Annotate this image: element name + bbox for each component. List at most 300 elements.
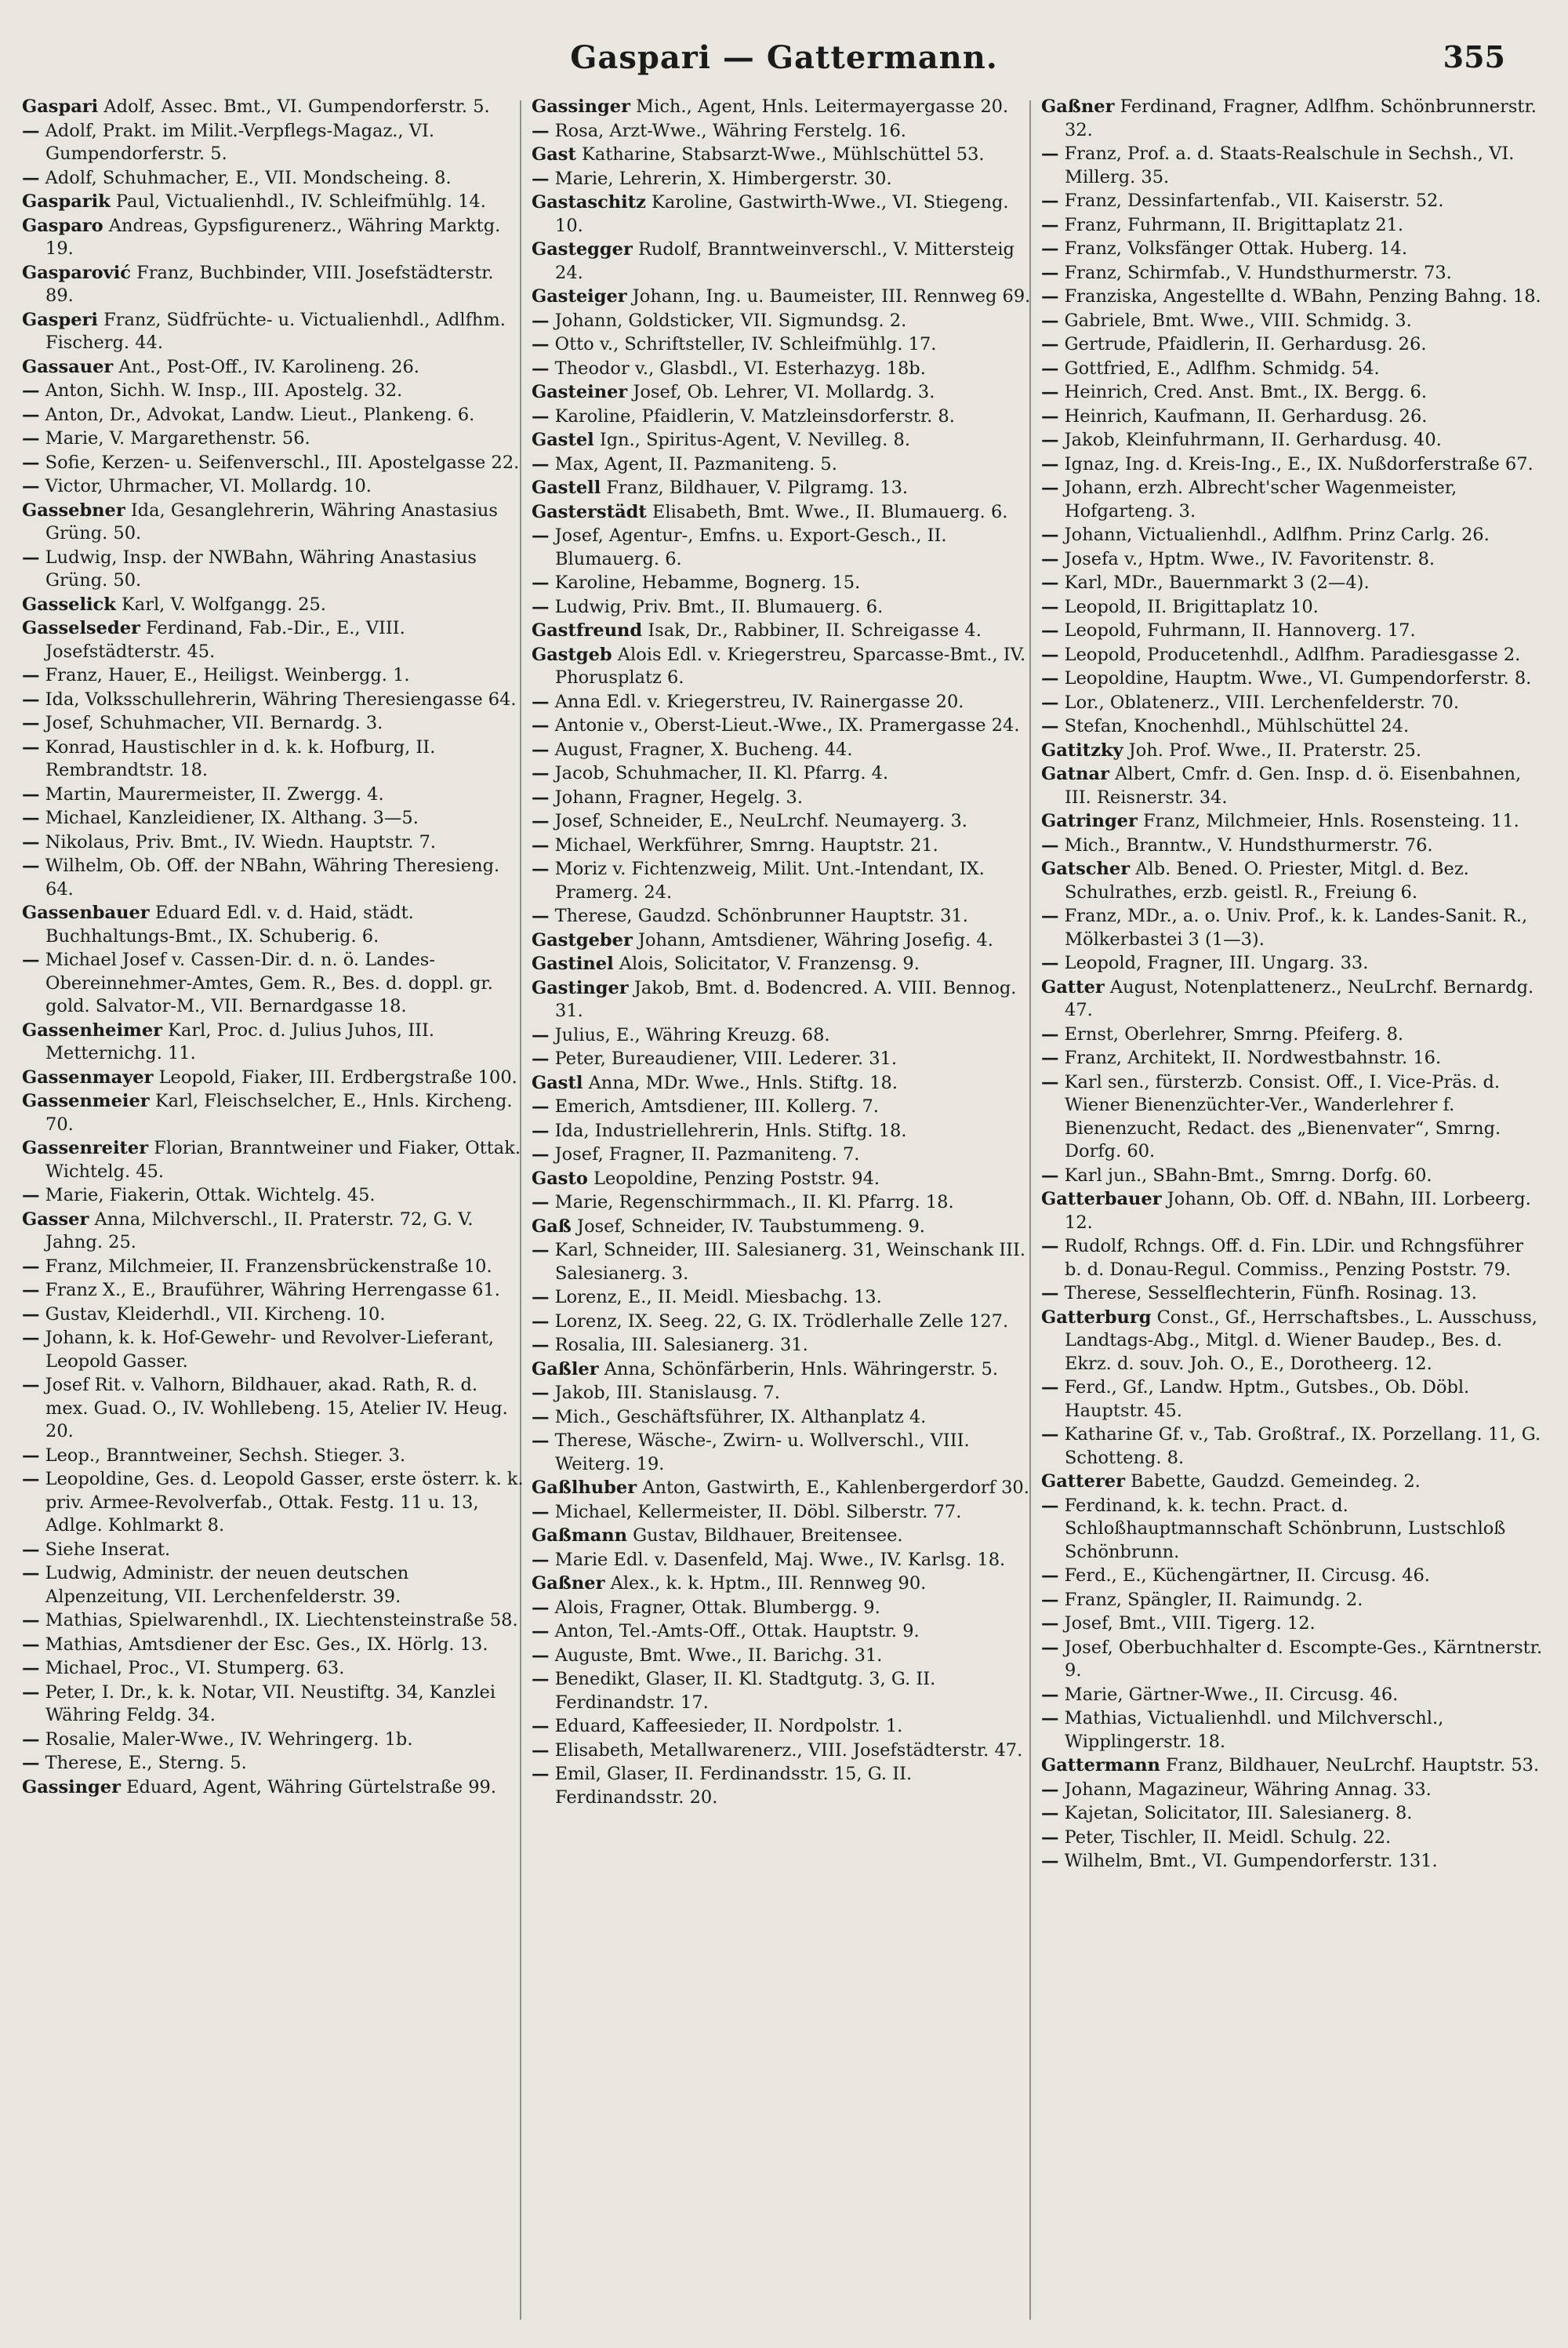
entry-text: Franz, Architekt, II. Nordwestbahnstr. 16. xyxy=(1064,1048,1442,1068)
entry-text: Ida, Volksschullehrerin, Währing Theresiengasse 64. xyxy=(45,689,517,710)
entry-text: Peter, Bureaudiener, VIII. Lederer. 31. xyxy=(554,1049,897,1069)
entry-surname: — xyxy=(1041,906,1059,926)
entry-text: Lor., Oblatenerz., VIII. Lerchenfelderstr. 70. xyxy=(1064,692,1459,713)
directory-entry xyxy=(532,620,1033,643)
entry-surname: — xyxy=(22,665,40,685)
directory-entry xyxy=(532,1143,1033,1167)
entry-text: Karl, Proc. d. Julius Juhos, III. Metternichg. 11. xyxy=(45,1020,435,1063)
directory-entry xyxy=(532,644,1033,690)
entry-surname: Gaßmann xyxy=(532,1525,627,1546)
directory-entry xyxy=(532,1239,1033,1285)
entry-surname: Gastfreund xyxy=(532,620,643,641)
entry-text: Benedikt, Glaser, II. Kl. Stadtgutg. 3, G. II. Ferdinandstr. 17. xyxy=(554,1669,936,1713)
directory-entry xyxy=(1041,190,1543,213)
directory-entry xyxy=(1041,644,1543,667)
entry-surname: — xyxy=(22,452,40,473)
entry-surname: — xyxy=(532,453,550,474)
entry-text: Rudolf, Rchngs. Off. d. Fin. LDir. und Rchngsführer b. d. Donau-Regul. Commiss., Penzing Poststr. 79. xyxy=(1064,1236,1523,1280)
entry-text: Karl sen., fürsterzb. Consist. Off., I. Vice-Präs. d. Wiener Bienenzüchter-Ver., Wanderlehrer f. Bienenzucht, Redact. des „Bienenvater“, Smrng. Dorfg. 60. xyxy=(1064,1071,1501,1161)
entry-text: Jakob, Bmt. d. Bodencred. A. VIII. Bennog. 31. xyxy=(555,977,1017,1021)
entry-text: Karoline, Gastwirth-Wwe., VI. Stiegeng. 10. xyxy=(555,192,1009,236)
entry-text: Heinrich, Kaufmann, II. Gerhardusg. 26. xyxy=(1064,405,1428,427)
entry-text: Franz, Volksfänger Ottak. Huberg. 14. xyxy=(1064,238,1408,259)
directory-entry xyxy=(532,1382,1033,1405)
directory-entry xyxy=(532,787,1033,810)
directory-entry xyxy=(22,1374,524,1444)
entry-text: Gabriele, Bmt. Wwe., VIII. Schmidg. 3. xyxy=(1064,310,1412,331)
entry-text: Therese, Sesselflechterin, Fünfh. Rosinag. 13. xyxy=(1064,1283,1477,1303)
entry-text: Rosalia, III. Salesianerg. 31. xyxy=(554,1335,808,1355)
entry-text: Elisabeth, Bmt. Wwe., II. Blumauerg. 6. xyxy=(652,501,1008,522)
entry-text: Julius, E., Währing Kreuzg. 68. xyxy=(554,1024,830,1045)
entry-text: Anna, Schönfärberin, Hnls. Währingerstr. 5. xyxy=(604,1358,999,1379)
directory-entry xyxy=(1041,952,1543,976)
entry-text: Ign., Spiritus-Agent, V. Nevilleg. 8. xyxy=(599,430,910,450)
directory-entry xyxy=(1041,905,1543,951)
directory-entry xyxy=(22,594,524,617)
directory-entry xyxy=(532,1216,1033,1239)
entry-surname: — xyxy=(1041,1424,1059,1445)
entry-surname: — xyxy=(22,120,40,141)
directory-entry xyxy=(22,1256,524,1279)
entry-surname: — xyxy=(1041,262,1059,283)
directory-entry xyxy=(532,1645,1033,1668)
entry-text: Jakob, Kleinfuhrmann, II. Gerhardusg. 40. xyxy=(1064,430,1442,450)
page-number: 355 xyxy=(1443,39,1505,75)
directory-entry xyxy=(1041,1707,1543,1754)
entry-surname: — xyxy=(1041,596,1059,617)
directory-entry xyxy=(1041,477,1543,523)
entry-surname: Gassebner xyxy=(22,500,125,521)
entry-text: Marie Edl. v. Dasenfeld, Maj. Wwe., IV. Karlsg. 18. xyxy=(554,1549,1006,1570)
entry-text: Ferdinand, Fragner, Adlfhm. Schönbrunnerstr. 32. xyxy=(1065,96,1537,140)
entry-text: Josef, Schneider, IV. Taubstummeng. 9. xyxy=(577,1216,925,1237)
directory-entry xyxy=(1041,238,1543,261)
entry-surname: Gasparović xyxy=(22,262,131,283)
entry-surname: Gattermann xyxy=(1041,1755,1160,1776)
directory-entry xyxy=(1041,1376,1543,1423)
entry-surname: Gast xyxy=(532,144,576,165)
directory-entry xyxy=(1041,214,1543,238)
entry-surname: — xyxy=(22,476,40,496)
directory-entry xyxy=(532,810,1033,834)
directory-entry xyxy=(22,191,524,214)
directory-entry xyxy=(1041,524,1543,547)
entry-surname: — xyxy=(22,950,40,970)
directory-entry xyxy=(1041,1612,1543,1636)
directory-entry xyxy=(22,1681,524,1728)
directory-entry xyxy=(22,902,524,948)
entry-surname: — xyxy=(1041,716,1059,736)
directory-entry xyxy=(532,1430,1033,1476)
directory-entry xyxy=(22,427,524,451)
entry-text: Auguste, Bmt. Wwe., II. Barichg. 31. xyxy=(554,1645,883,1666)
directory-entry xyxy=(532,1597,1033,1620)
entry-surname: — xyxy=(1041,692,1059,713)
entry-surname: — xyxy=(1041,1565,1059,1586)
entry-surname: — xyxy=(22,713,40,733)
entry-text: Moriz v. Fichtenzweig, Milit. Unt.-Intendant, IX. Pramerg. 24. xyxy=(554,859,985,903)
directory-entry xyxy=(22,215,524,261)
entry-text: Alois, Fragner, Ottak. Blumbergg. 9. xyxy=(554,1597,880,1618)
entry-surname: — xyxy=(532,811,550,831)
entry-text: Jacob, Schuhmacher, II. Kl. Pfarrg. 4. xyxy=(554,763,889,783)
entry-text: Ludwig, Priv. Bmt., II. Blumauerg. 6. xyxy=(554,596,884,617)
entry-surname: Gasterstädt xyxy=(532,501,647,522)
directory-entry xyxy=(1041,310,1543,333)
directory-entry xyxy=(532,1048,1033,1071)
entry-text: Ferdinand, k. k. techn. Pract. d. Schloßhauptmannschaft Schönbrunn, Lustschloß Schönbrunn. xyxy=(1064,1495,1506,1562)
entry-surname: — xyxy=(532,168,550,189)
entry-surname: — xyxy=(22,831,40,852)
directory-entry xyxy=(1041,1423,1543,1470)
entry-text: Adolf, Prakt. im Milit.-Verpflegs-Magaz., VI. Gumpendorferstr. 5. xyxy=(45,120,435,164)
entry-text: Ignaz, Ing. d. Kreis-Ing., E., IX. Nußdorferstraße 67. xyxy=(1064,453,1534,474)
entry-surname: — xyxy=(532,1739,550,1761)
entry-text: Michael, Werkführer, Smrng. Hauptstr. 21. xyxy=(554,834,938,856)
directory-entry xyxy=(1041,1684,1543,1707)
entry-text: Alois, Solicitator, V. Franzensg. 9. xyxy=(619,954,920,974)
entry-surname: — xyxy=(532,1501,550,1522)
entry-surname: — xyxy=(532,834,550,856)
entry-surname: — xyxy=(532,787,550,808)
entry-surname: Gastinger xyxy=(532,977,629,998)
entry-text: Franziska, Angestellte d. WBahn, Penzing Bahng. 18. xyxy=(1064,286,1541,307)
entry-text: Nikolaus, Priv. Bmt., IV. Wiedn. Hauptstr. 7. xyxy=(45,831,437,852)
entry-text: Franz, Bildhauer, NeuLrchf. Hauptstr. 53. xyxy=(1166,1755,1540,1776)
entry-text: Peter, Tischler, II. Meidl. Schulg. 22. xyxy=(1064,1826,1392,1848)
entry-text: Josef, Oberbuchhalter d. Escompte-Ges., Kärntnerstr. 9. xyxy=(1064,1637,1543,1681)
entry-surname: — xyxy=(1041,572,1059,593)
directory-entry xyxy=(1041,1495,1543,1565)
entry-text: Franz, MDr., a. o. Univ. Prof., k. k. Landes-Sanit. R., Mölkerbastei 3 (1—3). xyxy=(1064,906,1528,950)
entry-text: Kajetan, Solicitator, III. Salesianerg. 8. xyxy=(1064,1803,1413,1823)
entry-surname: — xyxy=(532,120,550,141)
entry-surname: Gassauer xyxy=(22,356,114,377)
directory-entry xyxy=(22,547,524,593)
entry-surname: — xyxy=(1041,620,1059,641)
directory-entry xyxy=(532,525,1033,571)
entry-surname: Gaßner xyxy=(1041,96,1115,117)
entry-text: Martin, Maurermeister, II. Zwergg. 4. xyxy=(45,783,384,805)
entry-surname: — xyxy=(532,1383,550,1403)
directory-entry xyxy=(1041,405,1543,429)
entry-surname: — xyxy=(22,1728,40,1750)
directory-entry xyxy=(22,1090,524,1136)
directory-entry xyxy=(532,477,1033,500)
entry-surname: — xyxy=(532,358,550,379)
entry-text: Johann, erzh. Albrecht'scher Wagenmeister, Hofgarteng. 3. xyxy=(1064,478,1457,522)
entry-surname: Gastaschitz xyxy=(532,192,646,213)
entry-text: Elisabeth, Metallwarenerz., VIII. Josefstädterstr. 47. xyxy=(554,1739,1023,1761)
entry-text: Josef, Fragner, II. Pazmaniteng. 7. xyxy=(554,1144,860,1165)
entry-text: Johann, Amtsdiener, Währing Josefig. 4. xyxy=(637,929,993,950)
directory-entry xyxy=(1041,1235,1543,1281)
entry-text: Anton, Gastwirth, E., Kahlenbergerdorf 30. xyxy=(642,1477,1029,1498)
entry-surname: — xyxy=(22,856,40,876)
entry-surname: — xyxy=(532,739,550,760)
entry-text: Gertrude, Pfaidlerin, II. Gerhardusg. 26. xyxy=(1064,334,1427,354)
entry-text: Marie, Fiakerin, Ottak. Wichtelg. 45. xyxy=(45,1185,376,1205)
entry-surname: Gassenheimer xyxy=(22,1020,163,1041)
entry-surname: — xyxy=(532,715,550,736)
directory-entry xyxy=(1041,1850,1543,1874)
directory-entry xyxy=(22,1303,524,1327)
directory-entry xyxy=(22,1562,524,1608)
entry-text: Leopold, Fragner, III. Ungarg. 33. xyxy=(1064,953,1369,973)
entry-text: Leopold, Producetenhdl., Adlfhm. Paradiesgasse 2. xyxy=(1064,644,1521,665)
directory-entry xyxy=(1041,1565,1543,1588)
entry-text: Johann, Victualienhdl., Adlfhm. Prinz Carlg. 26. xyxy=(1064,525,1490,545)
entry-surname: — xyxy=(532,1096,550,1117)
directory-entry xyxy=(532,572,1033,595)
directory-entry xyxy=(1041,1188,1543,1234)
entry-text: Lorenz, E., II. Meidl. Miesbachg. 13. xyxy=(554,1287,882,1307)
entry-surname: Gasto xyxy=(532,1168,588,1189)
entry-text: Rosa, Arzt-Wwe., Währing Ferstelg. 16. xyxy=(554,120,906,141)
entry-text: Johann, Ing. u. Baumeister, III. Rennweg 69. xyxy=(632,286,1031,307)
directory-entry xyxy=(22,475,524,499)
directory-entry xyxy=(1041,1165,1543,1188)
entry-text: Emerich, Amtsdiener, III. Kollerg. 7. xyxy=(554,1096,879,1117)
entry-text: Josef, Schuhmacher, VII. Bernardg. 3. xyxy=(45,713,383,733)
directory-entry xyxy=(1041,810,1543,834)
directory-entry xyxy=(22,1209,524,1255)
directory-entry xyxy=(1041,1589,1543,1612)
directory-entry xyxy=(532,358,1033,381)
directory-entry xyxy=(22,1067,524,1090)
entry-surname: Gasselseder xyxy=(22,618,140,638)
directory-entry xyxy=(1041,976,1543,1023)
directory-entry xyxy=(532,1549,1033,1572)
directory-entry xyxy=(1041,1307,1543,1376)
directory-entry xyxy=(22,1137,524,1183)
entry-text: Karoline, Hebamme, Bognerg. 15. xyxy=(554,572,861,593)
entry-surname: — xyxy=(1041,238,1059,259)
entry-surname: Gatnar xyxy=(1041,764,1109,784)
entry-surname: — xyxy=(532,334,550,354)
directory-entry xyxy=(22,949,524,1019)
entry-surname: — xyxy=(532,310,550,331)
directory-column-2 xyxy=(532,96,1033,2323)
directory-entry xyxy=(1041,333,1543,357)
directory-entry xyxy=(22,1468,524,1538)
entry-surname: — xyxy=(22,1634,40,1655)
directory-entry xyxy=(1041,572,1543,595)
entry-surname: Gassinger xyxy=(22,1776,121,1797)
entry-surname: — xyxy=(532,859,550,879)
directory-column-3 xyxy=(1041,96,1543,2323)
entry-surname: — xyxy=(1041,214,1059,235)
directory-entry xyxy=(532,1072,1033,1096)
entry-surname: — xyxy=(1041,478,1059,498)
entry-text: Max, Agent, II. Pazmaniteng. 5. xyxy=(554,453,837,474)
directory-entry xyxy=(22,1445,524,1468)
entry-text: Ferd., Gf., Landw. Hptm., Gutsbes., Ob. Döbl. Hauptstr. 45. xyxy=(1064,1377,1470,1421)
entry-surname: — xyxy=(532,1310,550,1332)
entry-surname: — xyxy=(22,428,40,449)
entry-surname: — xyxy=(1041,1851,1059,1871)
entry-text: Karl, Fleischselcher, E., Hnls. Kircheng. 70. xyxy=(45,1091,513,1135)
entry-surname: — xyxy=(532,1597,550,1618)
entry-surname: — xyxy=(22,1445,40,1466)
directory-entry xyxy=(22,1609,524,1633)
entry-text: Franz, Spängler, II. Raimundg. 2. xyxy=(1064,1589,1363,1610)
entry-text: Anton, Tel.-Amts-Off., Ottak. Hauptstr. 9. xyxy=(554,1621,920,1641)
directory-entry xyxy=(1041,285,1543,309)
directory-entry xyxy=(22,617,524,663)
entry-text: Rosalie, Maler-Wwe., IV. Wehringerg. 1b. xyxy=(45,1728,413,1750)
entry-text: Otto v., Schriftsteller, IV. Schleifmühlg. 17. xyxy=(554,334,937,354)
entry-text: Anton, Dr., Advokat, Landw. Lieut., Plankeng. 6. xyxy=(45,404,475,425)
directory-entry xyxy=(1041,667,1543,691)
entry-text: Jakob, III. Stanislausg. 7. xyxy=(554,1383,780,1403)
entry-text: Mathias, Amtsdiener der Esc. Ges., IX. Hörlg. 13. xyxy=(45,1634,488,1655)
directory-entry xyxy=(1041,740,1543,763)
directory-entry xyxy=(1041,763,1543,809)
entry-surname: — xyxy=(22,1303,40,1325)
entry-surname: — xyxy=(22,783,40,805)
entry-text: Const., Gf., Herrschaftsbes., L. Ausschuss, Landtags-Abg., Mitgl. d. Wiener Baudep., Bes. d. Ekrz. d. souv. Joh. O., E., Dorotheerg. 12. xyxy=(1065,1307,1537,1374)
entry-surname: — xyxy=(22,1256,40,1277)
directory-entry xyxy=(1041,1282,1543,1306)
entry-surname: — xyxy=(1041,405,1059,427)
entry-surname: — xyxy=(532,1144,550,1165)
entry-text: Johann, Goldsticker, VII. Sigmundsg. 2. xyxy=(554,310,907,331)
entry-text: Franz, Bildhauer, V. Pilgramg. 13. xyxy=(606,478,909,498)
directory-entry xyxy=(532,1501,1033,1525)
directory-entry xyxy=(532,333,1033,357)
entry-surname: — xyxy=(1041,1708,1059,1728)
directory-entry xyxy=(22,96,524,119)
directory-entry xyxy=(22,783,524,807)
entry-text: Antonie v., Oberst-Lieut.-Wwe., IX. Pramergasse 24. xyxy=(554,715,1020,736)
entry-text: Leopoldine, Ges. d. Leopold Gasser, erste österr. k. k. priv. Armee-Revolverfab., Ottak. Festg. 11 u. 13, Adlge. Kohlmarkt 8. xyxy=(45,1469,524,1536)
entry-surname: — xyxy=(1041,310,1059,331)
directory-entry xyxy=(1041,453,1543,477)
directory-entry xyxy=(22,664,524,688)
entry-surname: — xyxy=(532,1192,550,1212)
entry-surname: — xyxy=(1041,1779,1059,1800)
directory-entry xyxy=(1041,429,1543,453)
directory-entry xyxy=(532,429,1033,453)
entry-text: Michael, Proc., VI. Stumperg. 63. xyxy=(45,1658,345,1678)
entry-surname: Gastl xyxy=(532,1072,583,1093)
entry-surname: — xyxy=(1041,1803,1059,1823)
entry-surname: Gasparik xyxy=(22,191,111,212)
entry-text: Franz, Milchmeier, II. Franzensbrückenstraße 10. xyxy=(45,1256,492,1277)
entry-surname: Gasperi xyxy=(22,309,98,330)
directory-entry xyxy=(532,405,1033,429)
entry-text: Heinrich, Cred. Anst. Bmt., IX. Bergg. 6. xyxy=(1064,382,1428,402)
entry-surname: — xyxy=(1041,1048,1059,1068)
directory-entry xyxy=(532,96,1033,119)
directory-entry xyxy=(1041,358,1543,381)
directory-entry xyxy=(532,1715,1033,1739)
entry-text: Anton, Sichh. W. Insp., III. Apostelg. 32. xyxy=(45,380,403,401)
entry-surname: — xyxy=(22,1185,40,1205)
entry-surname: Gatterburg xyxy=(1041,1307,1152,1328)
entry-text: Franz, Buchbinder, VIII. Josefstädterstr. 89. xyxy=(45,262,494,306)
entry-surname: — xyxy=(22,380,40,401)
entry-text: Katharine, Stabsarzt-Wwe., Mühlschüttel 53. xyxy=(582,144,985,165)
entry-surname: Gatterer xyxy=(1041,1471,1125,1492)
directory-entry xyxy=(22,500,524,546)
entry-text: Karl, Schneider, III. Salesianerg. 31, Weinschank III. Salesianerg. 3. xyxy=(554,1240,1026,1284)
entry-text: Konrad, Haustischler in d. k. k. Hofburg, II. Rembrandtstr. 18. xyxy=(45,736,436,780)
directory-entry xyxy=(1041,1779,1543,1802)
directory-entry xyxy=(22,262,524,308)
directory-entry xyxy=(1041,1754,1543,1778)
entry-text: Stefan, Knochenhdl., Mühlschüttel 24. xyxy=(1064,716,1410,736)
entry-text: Leop., Branntweiner, Sechsh. Stieger. 3. xyxy=(45,1445,406,1466)
entry-text: Eduard, Agent, Währing Gürtelstraße 99. xyxy=(126,1776,496,1797)
entry-surname: Gassenreiter xyxy=(22,1138,149,1158)
directory-entry xyxy=(532,1358,1033,1382)
directory-entry xyxy=(22,1539,524,1562)
entry-text: Wilhelm, Ob. Off. der NBahn, Währing Theresieng. 64. xyxy=(45,856,500,900)
entry-text: Johann, Fragner, Hegelg. 3. xyxy=(554,787,804,808)
entry-surname: — xyxy=(1041,1684,1059,1705)
entry-text: Josef, Ob. Lehrer, VI. Mollardg. 3. xyxy=(633,382,935,402)
entry-text: Isak, Dr., Rabbiner, II. Schreigasse 4. xyxy=(648,620,982,641)
directory-column-1 xyxy=(22,96,524,2323)
entry-text: Peter, I. Dr., k. k. Notar, VII. Neustiftg. 34, Kanzlei Währing Feldg. 34. xyxy=(45,1681,496,1725)
directory-entry xyxy=(532,1286,1033,1310)
directory-entry xyxy=(532,1620,1033,1644)
entry-text: Joh. Prof. Wwe., II. Praterstr. 25. xyxy=(1128,740,1421,761)
directory-entry xyxy=(1041,1637,1543,1683)
entry-surname: Gastell xyxy=(532,478,601,498)
entry-text: Karl, MDr., Bauernmarkt 3 (2—4). xyxy=(1064,572,1370,593)
directory-entry xyxy=(532,453,1033,477)
entry-surname: — xyxy=(532,1430,550,1451)
entry-text: Josef, Agentur-, Emfns. u. Export-Gesch., II. Blumauerg. 6. xyxy=(554,525,947,569)
directory-entry xyxy=(1041,1023,1543,1047)
entry-surname: Gaßner xyxy=(532,1573,605,1594)
entry-surname: Gatscher xyxy=(1041,859,1131,879)
entry-surname: Gastegger xyxy=(532,239,633,260)
entry-text: Paul, Victualienhdl., IV. Schleifmühlg. 14. xyxy=(115,191,486,212)
entry-surname: — xyxy=(1041,548,1059,569)
directory-entry xyxy=(532,238,1033,285)
entry-surname: — xyxy=(532,1240,550,1260)
entry-text: Leopold, Fiaker, III. Erdbergstraße 100. xyxy=(158,1067,517,1088)
entry-text: August, Fragner, X. Bucheng. 44. xyxy=(554,739,853,760)
entry-text: Karl, V. Wolfgangg. 25. xyxy=(121,594,326,615)
entry-surname: — xyxy=(1041,953,1059,973)
entry-surname: — xyxy=(1041,834,1059,856)
entry-text: Therese, E., Sterng. 5. xyxy=(45,1753,247,1773)
entry-surname: — xyxy=(22,1563,40,1583)
entry-text: Michael Josef v. Cassen-Dir. d. n. ö. Landes-Obereinnehmer-Amtes, Gem. R., Bes. d. doppl. gr. gold. Salvator-M., VII. Bernardgasse 18. xyxy=(45,950,493,1016)
entry-text: Josef, Bmt., VIII. Tigerg. 12. xyxy=(1064,1613,1316,1634)
directory-entry xyxy=(22,1657,524,1681)
directory-entry xyxy=(22,309,524,355)
entry-surname: — xyxy=(22,1658,40,1678)
entry-text: Franz, Hauer, E., Heiligst. Weinbergg. 1. xyxy=(45,665,410,685)
entry-text: Gustav, Kleiderhdl., VII. Kircheng. 10. xyxy=(45,1303,386,1325)
entry-surname: — xyxy=(532,1764,550,1784)
directory-entry xyxy=(22,807,524,831)
entry-text: Emil, Glaser, II. Ferdinandsstr. 15, G. II. Ferdinandsstr. 20. xyxy=(554,1764,913,1808)
directory-entry xyxy=(1041,1071,1543,1164)
entry-surname: — xyxy=(532,596,550,617)
entry-surname: — xyxy=(532,1549,550,1570)
entry-text: Franz X., E., Brauführer, Währing Herrengasse 61. xyxy=(45,1280,500,1300)
entry-text: Franz, Dessinfartenfab., VII. Kaiserstr. 52. xyxy=(1064,191,1444,211)
entry-text: Franz, Milchmeier, Hnls. Rosensteing. 11. xyxy=(1143,811,1519,831)
